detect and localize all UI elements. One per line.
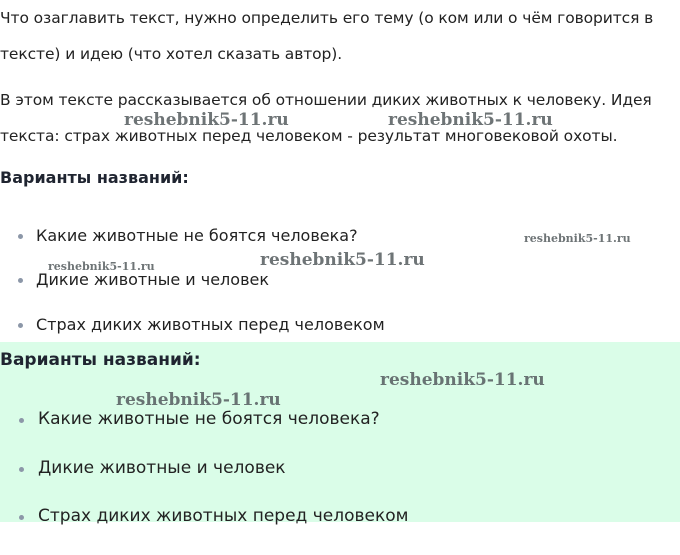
list-item-text: Дикие животные и человек xyxy=(36,270,269,289)
list-item-text: Дикие животные и человек xyxy=(38,458,286,478)
list-item-text: Страх диких животных перед человеком xyxy=(36,315,385,334)
intro-paragraph: Что озаглавить текст, нужно определить его тему (о ком или о чём говорится в тексте) и идею (что хотел сказать автор). xyxy=(0,9,654,63)
titles-heading: Варианты названий: xyxy=(0,168,189,187)
list-item-text: Страх диких животных перед человеком xyxy=(38,506,409,526)
list-item-text: Какие животные не боятся человека? xyxy=(36,226,358,245)
watermark: reshebnik5-11.ru xyxy=(48,260,155,273)
bullet-icon xyxy=(19,467,24,472)
watermark: reshebnik5-11.ru xyxy=(524,232,631,245)
watermark: reshebnik5-11.ru xyxy=(260,250,425,270)
bullet-icon xyxy=(18,234,23,239)
list-item-text: Какие животные не боятся человека? xyxy=(38,409,380,429)
bullet-icon xyxy=(18,278,23,283)
titles-heading-highlighted: Варианты названий: xyxy=(0,350,201,370)
bullet-icon xyxy=(19,515,24,520)
bullet-icon xyxy=(18,323,23,328)
watermark: reshebnik5-11.ru xyxy=(380,370,545,390)
watermark: reshebnik5-11.ru xyxy=(116,390,281,410)
watermark: reshebnik5-11.ru xyxy=(388,110,553,130)
watermark: reshebnik5-11.ru xyxy=(124,110,289,130)
bullet-icon xyxy=(19,418,24,423)
idea-paragraph: В этом тексте рассказывается об отношении диких животных к человеку. Идея текста: страх животных перед человеком - результат многовековой охоты. xyxy=(0,91,652,145)
